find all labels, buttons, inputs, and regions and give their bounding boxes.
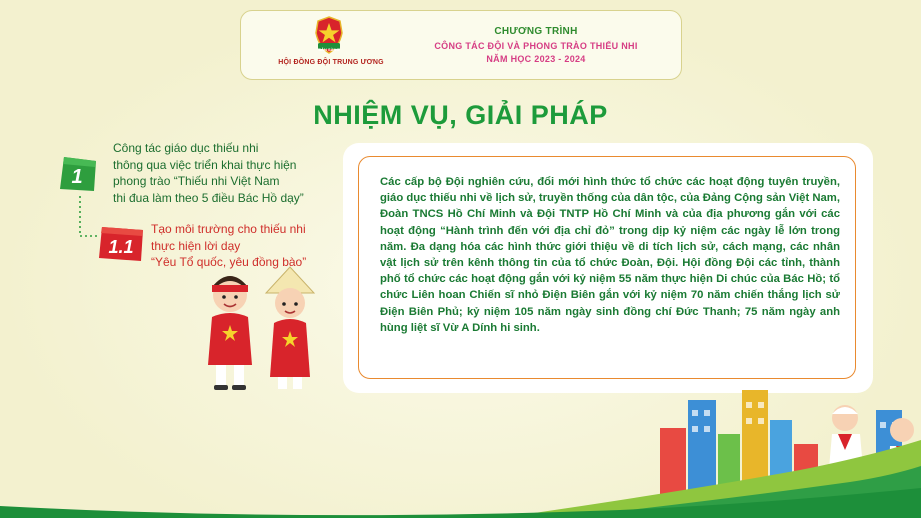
org-name: HỘI ĐỒNG ĐỘI TRUNG ƯƠNG — [278, 59, 384, 66]
program-name: CÔNG TÁC ĐỘI VÀ PHONG TRÀO THIẾU NHI — [434, 41, 638, 51]
logo-banner-text: SẴN SÀNG — [318, 47, 340, 52]
program-year: NĂM HỌC 2023 - 2024 — [486, 54, 586, 64]
section-1-line: thông qua việc triển khai thực hiện — [113, 157, 297, 172]
section-1-line: Công tác giáo dục thiếu nhi — [113, 141, 259, 155]
children-illustration-icon — [190, 265, 330, 395]
section-1-1-line: “Yêu Tổ quốc, yêu đồng bào” — [151, 255, 307, 269]
section-1-line: phong trào “Thiếu nhi Việt Nam — [113, 174, 280, 188]
program-label: CHƯƠNG TRÌNH — [494, 26, 578, 37]
content-card — [343, 143, 873, 393]
section-1-number: 1 — [71, 166, 83, 188]
program-header — [240, 10, 682, 80]
section-1-1-text — [151, 221, 361, 271]
page-title: NHIỆM VỤ, GIẢI PHÁP — [313, 100, 608, 130]
content-card-border — [358, 156, 856, 379]
section-1-1-badge-icon — [97, 224, 147, 264]
bottom-wave-decoration — [0, 440, 921, 518]
section-1-1-number: 1.1 — [108, 237, 134, 257]
section-1-text — [113, 140, 353, 206]
content-paragraph: Các cấp bộ Đội nghiên cứu, đổi mới hình thức tổ chức các hoạt động tuyên truyền, giáo dục thiếu nhi về lịch sử, truyền thống của dân tộc, của Đảng Cộng sản Việt Nam, Đoàn TNCS Hồ Chí Minh và Đội TNTP Hồ Chí Minh và của địa phương gắn với các hoạt động “Hành trình đến với địa chỉ đỏ” trong dịp kỷ niệm các ngày lễ lớn trong năm. Đa dạng hóa các hình thức giới thiệu về di tích lịch sử, cách mạng, các nhân vật lịch sử trên kênh thông tin của tổ chức Đoàn, Đội. Hội đồng Đội các tỉnh, thành phố tổ chức các hoạt động gắn với kỷ niệm 55 năm thực hiện Di chúc của Bác Hồ; tổ chức Liên hoan Chiến sĩ nhỏ Điện Biên gắn với kỷ niệm 70 năm chiến thắng lịch sử Điện Biên Phủ; kỷ niệm 105 năm ngày sinh đồng chí Đức Thanh; 75 năm ngày anh hùng liệt sĩ Vừ A Dính hi sinh. — [380, 176, 840, 334]
section-1-1-line: Tạo môi trường cho thiếu nhi — [151, 222, 306, 236]
section-1-1-line: thực hiện lời dạy — [151, 238, 241, 253]
section-1-line: thi đua làm theo 5 điều Bác Hồ dạy” — [113, 190, 304, 205]
section-1-badge-icon — [58, 153, 100, 195]
